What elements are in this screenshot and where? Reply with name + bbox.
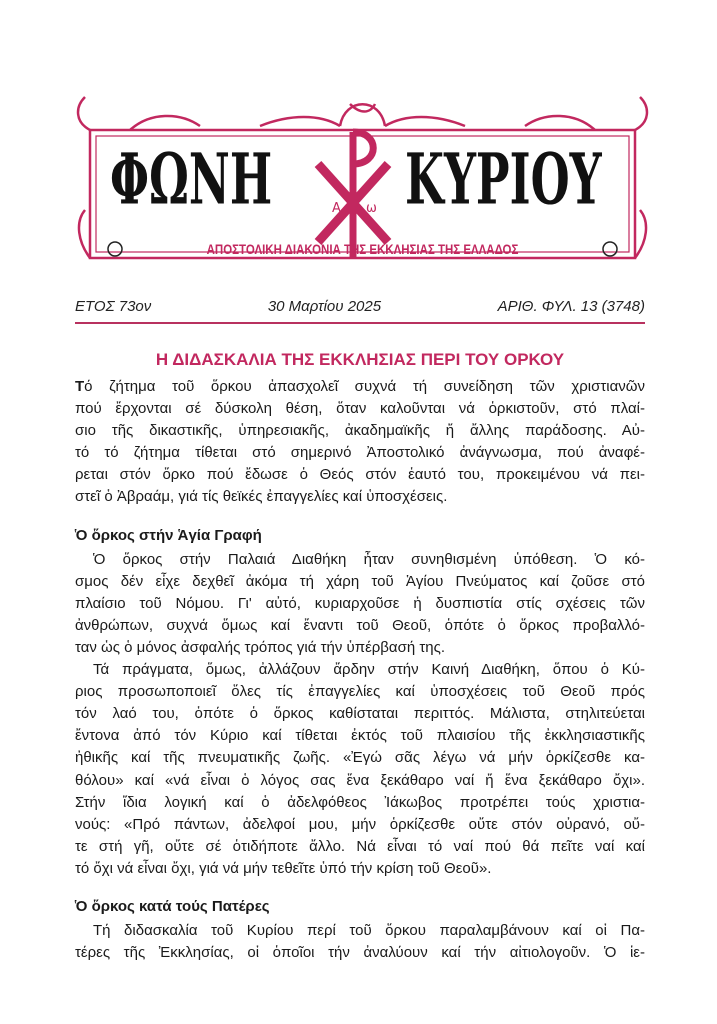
text-line: σμος δέν εἶχε δεχθεῖ ἀκόμα τή χάρη τοῦ Ἁγίου Πνεύματος καί ζοῦσε στό: [75, 572, 645, 590]
text-line: ταν ὡς ὁ μόνος ἀσφαλής τρόπος γιά τήν ὑπέρβασή της.: [75, 638, 446, 656]
article-title: Η ΔΙΔΑΣΚΑΛΙΑ ΤΗΣ ΕΚΚΛΗΣΙΑΣ ΠΕΡΙ ΤΟΥ ΟΡΚΟΥ: [155, 350, 565, 369]
text-line: Ὁ ὅρκος στήν Παλαιά Διαθήκη ἦταν συνηθισμένη ὑπόθεση. Ὁ κό-: [93, 550, 645, 568]
divider: [75, 322, 645, 324]
issue-meta: [75, 298, 645, 315]
text-line: Τή διδασκαλία τοῦ Κυρίου περί τοῦ ὅρκου παραλαμβάνουν καί οἱ Πα-: [93, 921, 645, 939]
text-line: τό ὄχι νά εἶναι ὄχι, γιά νά μήν τεθεῖτε ὑπό τήν κρίση τοῦ Θεοῦ».: [75, 859, 492, 877]
section-heading: Ὁ ὅρκος στήν Ἁγία Γραφή: [75, 526, 262, 544]
publisher-name: ΑΠΟΣΤΟΛΙΚΗ ΔΙΑΚΟΝΙΑ ΤΗΣ ΕΚΚΛΗΣΙΑΣ ΤΗΣ ΕΛΛΑΔΟΣ: [206, 242, 519, 257]
text-line: τό τό ζήτημα τίθεται στό σημερινό Ἀποστολικό ἀνάγνωσμα, πού ἀναφέ-: [75, 444, 645, 462]
omega-letter: ω: [366, 201, 377, 216]
masthead-title-right: ΚΥΡΙΟΥ: [405, 138, 602, 221]
chi-rho-emblem: [318, 132, 388, 257]
text-line: Στήν ἴδια λογική καί ὁ ἀδελφόθεος Ἰάκωβος προτρέπει τούς χριστια-: [75, 793, 645, 811]
text-line: ρεται στόν ὅρκο πού ἔδωσε ὁ Θεός στόν ἑαυτό του, προκειμένου νά πει-: [75, 466, 645, 484]
article-body: [75, 376, 645, 964]
text-line: τέρες τῆς Ἐκκλησίας, οἱ ὁποῖοι τήν ἀναλύουν καί τήν αἰτιολογοῦν. Ὁ ἱε-: [75, 944, 645, 962]
drop-initial: Τ: [75, 378, 85, 395]
spacer: [75, 880, 645, 892]
text-line: [75, 376, 645, 398]
section-heading: Ὁ ὅρκος κατά τούς Πατέρες: [75, 897, 270, 915]
text-line: πλαίσιο τοῦ Νόμου. Γι' αὐτό, κυριαρχοῦσε ἡ δυσπιστία στίς σχέσεις τῶν: [75, 594, 645, 612]
text-line: ἔντονα ἀπό τόν Κύριο καί τίθεται ἐκτός τοῦ πλαισίου τῆς ἐκκλησιαστικῆς: [75, 727, 645, 745]
masthead-title-left: ΦΩΝΗ: [110, 138, 273, 221]
text-line: τε στή γῆ, οὔτε σέ ὁτιδήποτε ἄλλο. Νά εἶναι τό ναί πού θά πεῖτε ναί καί: [75, 837, 645, 855]
issue-number: ΑΡΙΘ. ΦΥΛ. 13 (3748): [497, 298, 645, 315]
text-line: νούς: «Πρό πάντων, ἀδελφοί μου, μήν ὁρκίζεσθε οὔτε στόν οὐρανό, οὔ-: [75, 815, 645, 833]
text-line: ριος προσωποποιεῖ ὅλες τίς ἐπαγγελίες καί ὑποσχέσεις τοῦ Θεοῦ πρός: [75, 683, 645, 701]
alpha-letter: Α: [332, 201, 341, 216]
text-line: τόν λαό του, ὁπότε ὁ ὅρκος καθίσταται περιττός. Μάλιστα, στηλιτεύεται: [75, 705, 645, 723]
text-line: στεῖ ὁ Ἀβραάμ, γιά τίς θεϊκές ἐπαγγελίες καί ὑποσχέσεις.: [75, 488, 448, 506]
text-line: θόλου» καί «νά εἶναι ὁ λόγος σας ἕνα ξεκάθαρο ναί ἤ ἕνα ξεκάθαρο ὄχι».: [75, 771, 645, 789]
issue-date: 30 Μαρτίου 2025: [267, 298, 382, 315]
issue-year: ΕΤΟΣ 73ον: [75, 298, 152, 315]
masthead: [70, 92, 655, 267]
text-line: ἠθικῆς καί τῆς πνευματικῆς ζωῆς. «Ἐγώ σᾶς λέγω νά μήν ὁρκίζεσθε κα-: [75, 749, 645, 767]
text-line: Τά πράγματα, ὅμως, ἀλλάζουν ἄρδην στήν Καινή Διαθήκη, ὅπου ὁ Κύ-: [93, 661, 645, 679]
spacer: [75, 509, 645, 521]
text-line: σιο τῆς δικαστικῆς, ὑπηρεσιακῆς, ἀκαδημαϊκῆς ἤ ἄλλης παράδοσης. Αὐ-: [75, 422, 645, 440]
text-line: πού ἔρχονται σέ δύσκολη θέση, ὅταν καλοῦνται νά ὁρκιστοῦν, στό πλαί-: [75, 400, 645, 418]
text-line: ἀνθρώπων, συχνά ὅμως καί ἔναντι τοῦ Θεοῦ, ὁπότε ὁ ὅρκος προβαλλό-: [75, 616, 645, 634]
text-line-content: ό ζήτημα τοῦ ὅρκου ἀπασχολεῖ συχνά τή συνείδηση τῶν χριστιανῶν: [84, 378, 645, 395]
